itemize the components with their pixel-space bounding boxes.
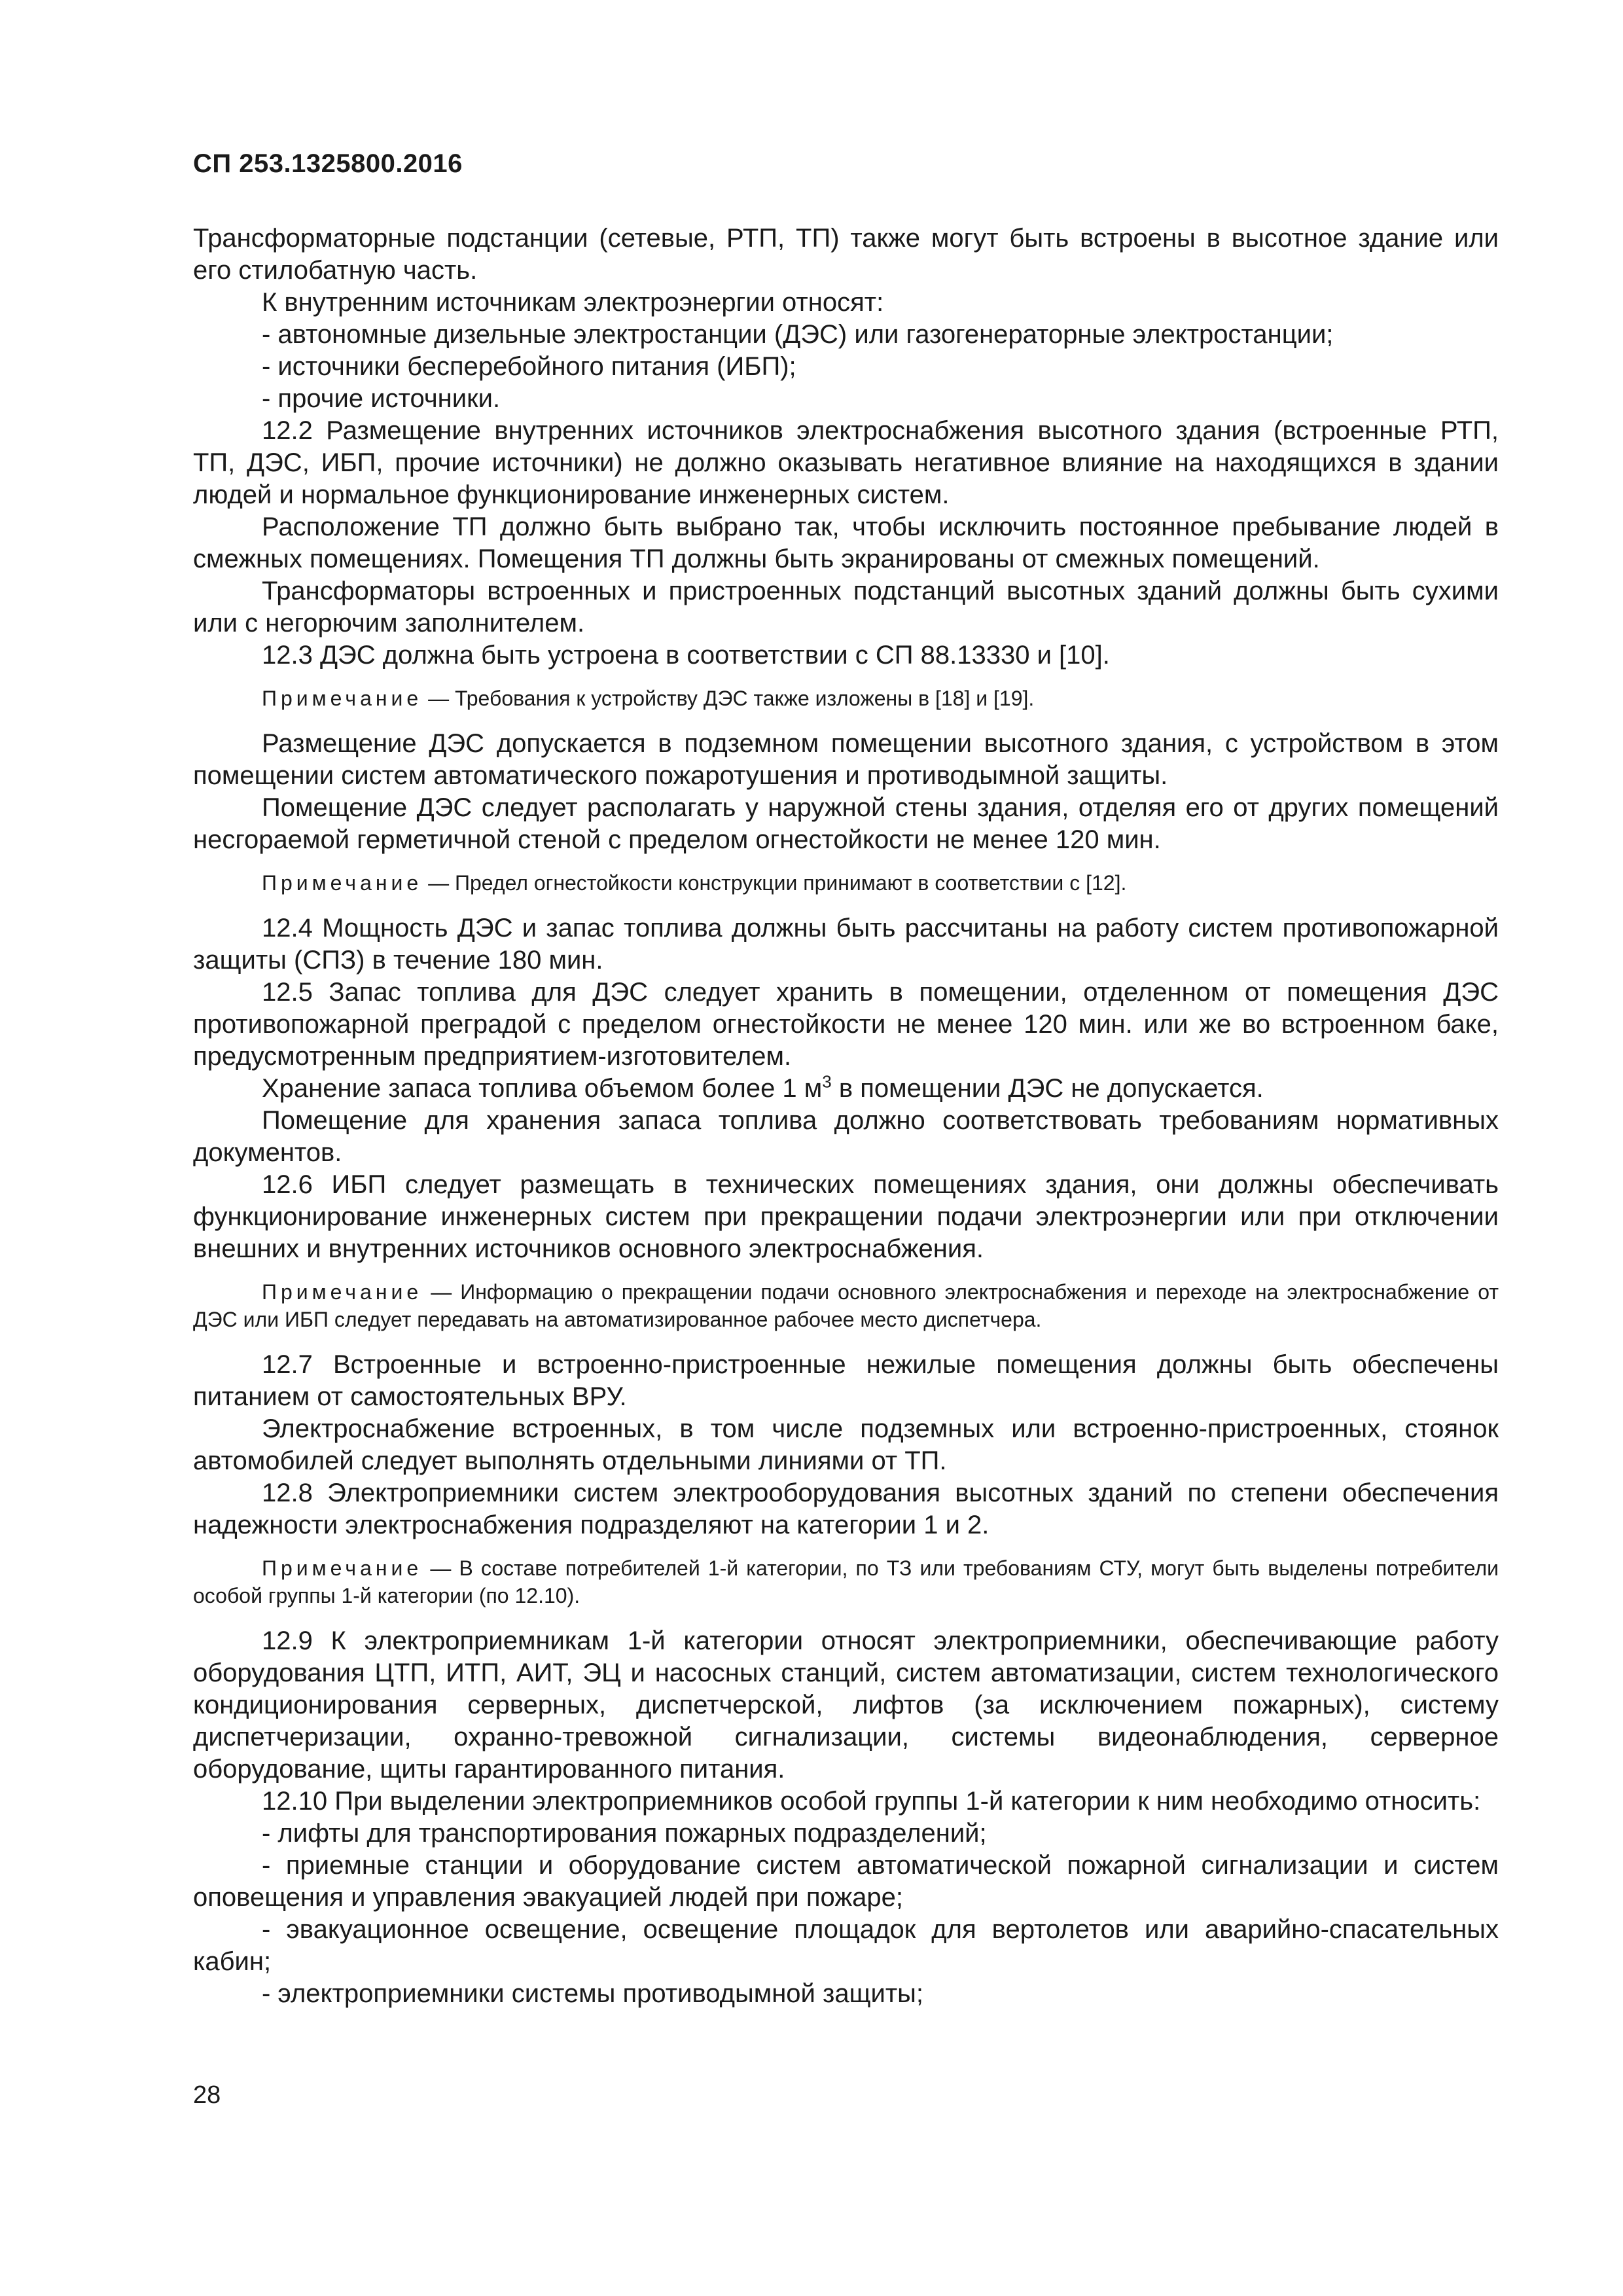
note-label: Примечание [262, 687, 423, 710]
paragraph: К внутренним источникам электроэнергии относят: [262, 288, 884, 317]
note [193, 869, 1499, 897]
note-text: — В составе потребителей 1-й категории, по ТЗ или требованиям СТУ, могут быть выделены потребители особой группы 1-й категории (по 12.10). [193, 1556, 1499, 1607]
text-run: Хранение запаса топлива объемом более 1 м [262, 1074, 823, 1103]
paragraph: Трансформаторные подстанции (сетевые, РТП, ТП) также могут быть встроены в высотное здание или его стилобатную часть. [193, 224, 1499, 285]
paragraph-12-9: 12.9 К электроприемникам 1-й категории относят электроприемники, обеспечивающие работу оборудования ЦТП, ИТП, АИТ, ЭЦ и насосных станций, систем автоматизации, систем технологического кондиционирования серверных, диспетчерской, лифтов (за исключением пожарных), систему диспетчеризации, охранно-тревожной сигнализации, системы видеонаблюдения, серверное оборудование, щиты гарантированного питания. [193, 1626, 1499, 1784]
paragraph: Электроснабжение встроенных, в том числе подземных или встроенно-пристроенных, стоянок автомобилей следует выполнять отдельными линиями от ТП. [193, 1414, 1499, 1475]
note [193, 1278, 1499, 1333]
paragraph: Размещение ДЭС допускается в подземном помещении высотного здания, с устройством в этом помещении систем автоматического пожаротушения и противодымной защиты. [193, 729, 1499, 790]
list-item: - эвакуационное освещение, освещение площадок для вертолетов или аварийно-спасательных кабин; [193, 1915, 1499, 1976]
list-item: - лифты для транспортирования пожарных подразделений; [262, 1819, 987, 1848]
paragraph: Помещение ДЭС следует располагать у наружной стены здания, отделяя его от других помещений несгораемой герметичной стеной с пределом огнестойкости не менее 120 мин. [193, 793, 1499, 854]
note-label: Примечание [262, 1280, 423, 1304]
paragraph: Трансформаторы встроенных и пристроенных подстанций высотных зданий должны быть сухими или с негорючим заполнителем. [193, 577, 1499, 637]
paragraph: Расположение ТП должно быть выбрано так, чтобы исключить постоянное пребывание людей в смежных помещениях. Помещения ТП должны быть экранированы от смежных помещений. [193, 512, 1499, 573]
note-label: Примечание [262, 1556, 423, 1580]
paragraph-12-2: 12.2 Размещение внутренних источников электроснабжения высотного здания (встроенные РТП, ТП, ДЭС, ИБП, прочие источники) не должно оказывать негативное влияние на находящихся в здании людей и нормальное функционирование инженерных систем. [193, 416, 1499, 509]
list-item: - приемные станции и оборудование систем автоматической пожарной сигнализации и систем оповещения и управления эвакуацией людей при пожаре; [193, 1851, 1499, 1912]
paragraph: Помещение для хранения запаса топлива должно соответствовать требованиям нормативных документов. [193, 1106, 1499, 1167]
document-code-header: СП 253.1325800.2016 [193, 149, 463, 178]
superscript: 3 [822, 1071, 832, 1092]
document-body [193, 223, 1499, 2010]
note-text: — Предел огнестойкости конструкции принимают в соответствии с [12]. [422, 871, 1127, 895]
note-label: Примечание [262, 871, 423, 895]
paragraph-12-3: 12.3 ДЭС должна быть устроена в соответствии с СП 88.13330 и [10]. [262, 641, 1110, 670]
note [193, 1554, 1499, 1609]
paragraph-12-5: 12.5 Запас топлива для ДЭС следует хранить в помещении, отделенном от помещения ДЭС противопожарной преградой с пределом огнестойкости не менее 120 мин. или же во встроенном баке, предусмотренным предприятием-изготовителем. [193, 978, 1499, 1071]
list-item: - прочие источники. [262, 384, 501, 413]
note-text: — Информацию о прекращении подачи основного электроснабжения и переходе на электроснабжение от ДЭС или ИБП следует передавать на автоматизированное рабочее место диспетчера. [193, 1280, 1499, 1331]
list-item: - автономные дизельные электростанции (ДЭС) или газогенераторные электростанции; [262, 320, 1334, 349]
list-item: - электроприемники системы противодымной защиты; [262, 1979, 924, 2008]
paragraph-12-8: 12.8 Электроприемники систем электрооборудования высотных зданий по степени обеспечения надежности электроснабжения подразделяют на категории 1 и 2. [193, 1479, 1499, 1539]
paragraph-12-4: 12.4 Мощность ДЭС и запас топлива должны быть рассчитаны на работу систем противопожарной защиты (СПЗ) в течение 180 мин. [193, 914, 1499, 975]
page-number: 28 [193, 2081, 221, 2109]
list-item: - источники бесперебойного питания (ИБП); [262, 352, 796, 381]
paragraph [193, 1073, 1499, 1105]
paragraph-12-6: 12.6 ИБП следует размещать в технических помещениях здания, они должны обеспечивать функционирование инженерных систем при прекращении подачи электроэнергии или при отключении внешних и внутренних источников основного электроснабжения. [193, 1170, 1499, 1263]
paragraph-12-7: 12.7 Встроенные и встроенно-пристроенные нежилые помещения должны быть обеспечены питанием от самостоятельных ВРУ. [193, 1350, 1499, 1411]
note [193, 685, 1499, 712]
note-text: — Требования к устройству ДЭС также изложены в [18] и [19]. [422, 687, 1035, 710]
paragraph-12-10: 12.10 При выделении электроприемников особой группы 1-й категории к ним необходимо относить: [262, 1787, 1481, 1816]
text-run: в помещении ДЭС не допускается. [831, 1074, 1264, 1103]
